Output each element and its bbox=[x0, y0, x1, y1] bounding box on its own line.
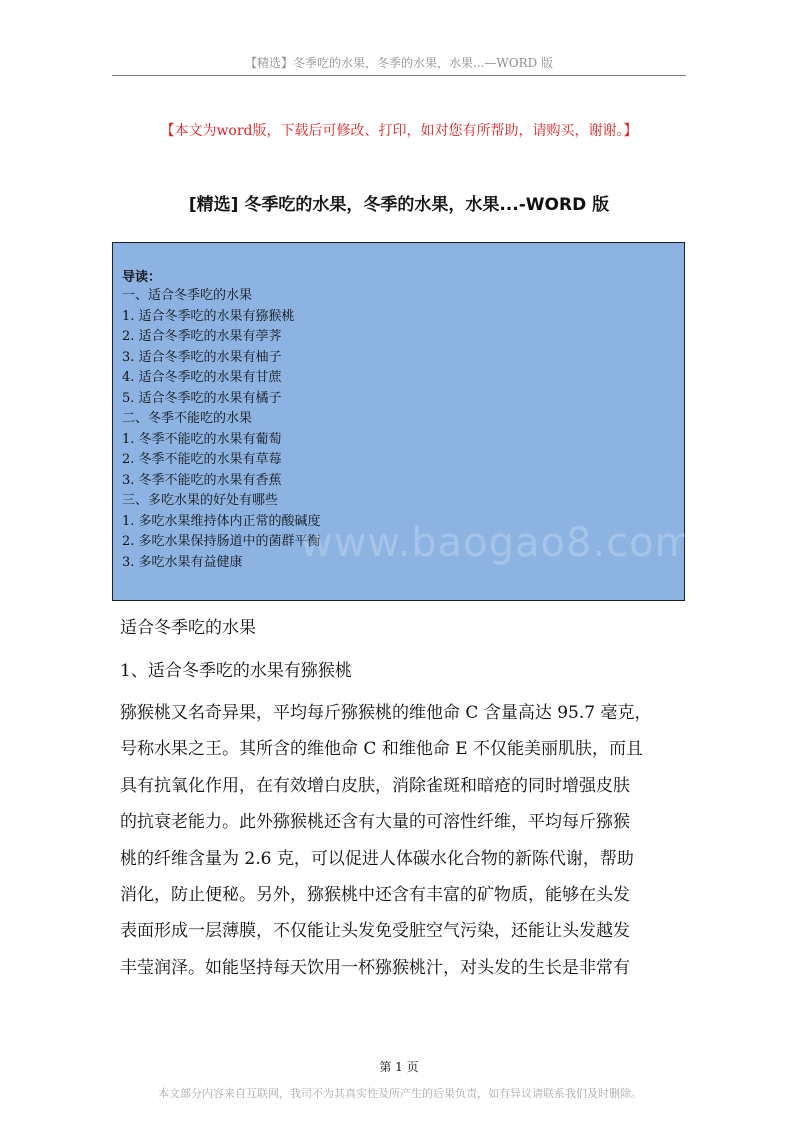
watermark: www.baogao8.com bbox=[300, 520, 695, 566]
body-paragraph bbox=[120, 695, 688, 986]
toc-item: 3. 多吃水果有益健康 bbox=[122, 554, 243, 570]
toc-item: 2. 冬季不能吃的水果有草莓 bbox=[122, 452, 282, 467]
body-line: 丰莹润泽。如能坚持每天饮用一杯猕猴桃汁，对头发的生长是非常有 bbox=[120, 957, 630, 978]
section-heading: 适合冬季吃的水果 bbox=[120, 618, 256, 638]
sub-heading: 1、适合冬季吃的水果有猕猴桃 bbox=[120, 661, 352, 681]
toc-item: 1. 适合冬季吃的水果有猕猴桃 bbox=[122, 308, 295, 324]
body-line: 具有抗氧化作用，在有效增白皮肤，消除雀斑和暗疮的同时增强皮肤 bbox=[120, 775, 630, 796]
document-title: [精选] 冬季吃的水果，冬季的水果，水果...-WORD 版 bbox=[188, 195, 610, 215]
toc-item: 一、适合冬季吃的水果 bbox=[122, 288, 253, 303]
toc-item: 1. 多吃水果维持体内正常的酸碱度 bbox=[122, 513, 321, 529]
body-line: 消化，防止便秘。另外，猕猴桃中还含有丰富的矿物质，能够在头发 bbox=[120, 884, 630, 905]
toc-item: 4. 适合冬季吃的水果有甘蔗 bbox=[122, 370, 282, 385]
body-line: 桃的纤维含量为 2.6 克，可以促进人体碳水化合物的新陈代谢，帮助 bbox=[120, 848, 634, 869]
page-number: 第 1 页 bbox=[379, 1060, 419, 1074]
toc-item: 2. 多吃水果保持肠道中的菌群平衡 bbox=[122, 534, 321, 549]
toc-item: 2. 适合冬季吃的水果有荸荠 bbox=[122, 329, 282, 344]
body-line: 猕猴桃又名奇异果，平均每斤猕猴桃的维他命 C 含量高达 95.7 毫克， bbox=[120, 703, 652, 723]
body-line: 的抗衰老能力。此外猕猴桃还含有大量的可溶性纤维，平均每斤猕猴 bbox=[120, 812, 630, 833]
header-divider bbox=[112, 75, 686, 76]
toc-item: 5. 适合冬季吃的水果有橘子 bbox=[122, 390, 282, 406]
running-header: 【精选】冬季吃的水果，冬季的水果，水果...—WORD 版 bbox=[244, 56, 554, 70]
body-line: 号称水果之王。其所含的维他命 C 和维他命 E 不仅能美丽肌肤，而且 bbox=[120, 739, 644, 760]
body-line: 表面形成一层薄膜，不仅能让头发免受脏空气污染，还能让头发越发 bbox=[120, 921, 630, 942]
footer-disclaimer: 本文部分内容来自互联网，我司不为其真实性及所产生的后果负责，如有异议请联系我们及时删除。 bbox=[158, 1087, 642, 1100]
toc-heading: 导读： bbox=[122, 270, 162, 285]
word-version-notice: 【本文为word版，下载后可修改、打印，如对您有所帮助，请购买，谢谢。】 bbox=[160, 123, 638, 139]
toc-item: 3. 适合冬季吃的水果有柚子 bbox=[122, 349, 282, 365]
toc-item: 3. 冬季不能吃的水果有香蕉 bbox=[122, 472, 282, 488]
toc-item: 三、多吃水果的好处有哪些 bbox=[122, 493, 279, 508]
toc-item: 1. 冬季不能吃的水果有葡萄 bbox=[122, 431, 282, 447]
toc-item: 二、冬季不能吃的水果 bbox=[122, 411, 253, 426]
